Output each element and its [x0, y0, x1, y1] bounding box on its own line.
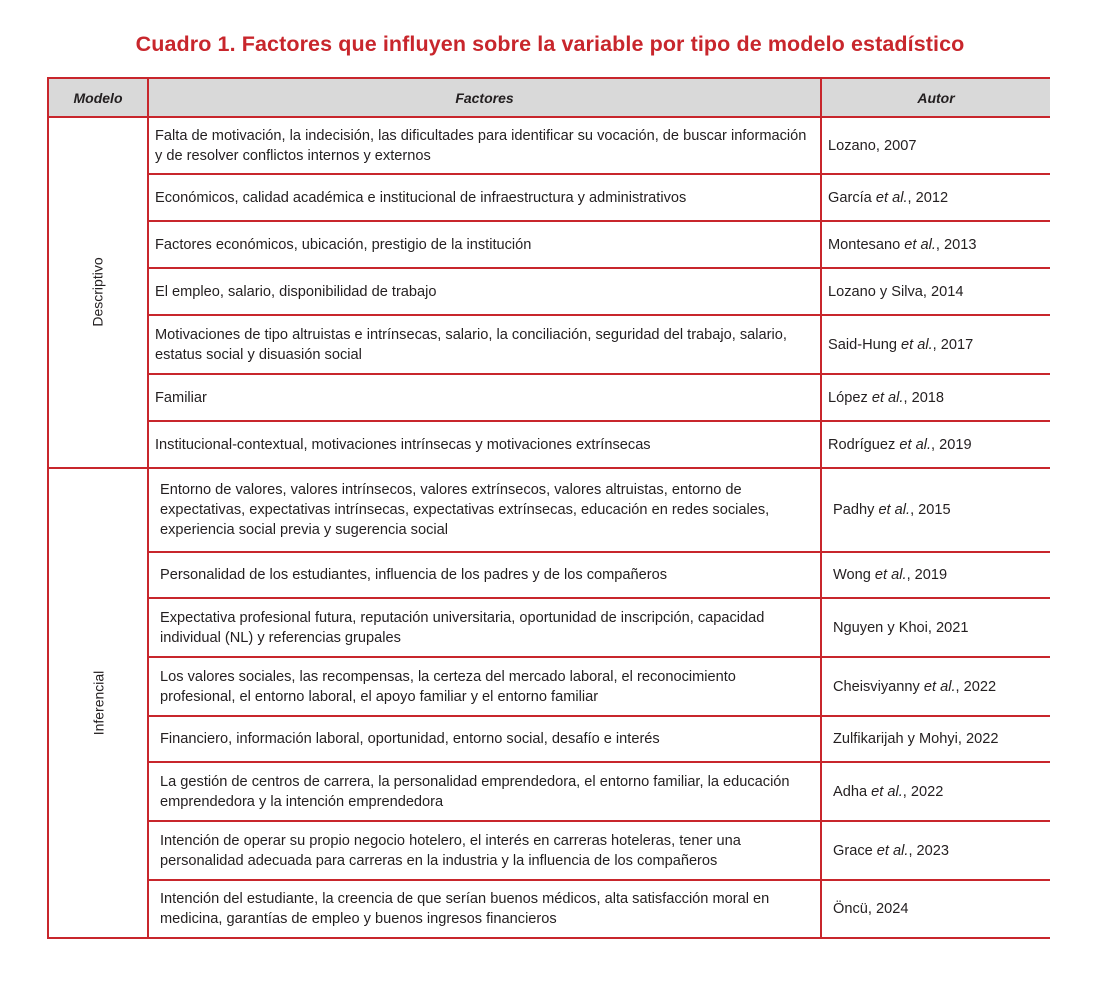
- factores-cell: Institucional-contextual, motivaciones intrínsecas y motivaciones extrínsecas: [148, 421, 821, 468]
- table-row: [48, 762, 1050, 821]
- autor-cell: Nguyen y Khoi, 2021: [821, 598, 1050, 657]
- autor-cell: Rodríguez et al., 2019: [821, 421, 1050, 468]
- factores-cell: Falta de motivación, la indecisión, las dificultades para identificar su vocación, de buscar información y de resolver conflictos internos y externos: [148, 117, 821, 174]
- factores-cell: Familiar: [148, 374, 821, 421]
- autor-cell: Said-Hung et al., 2017: [821, 315, 1050, 374]
- autor-cell: Wong et al., 2019: [821, 552, 1050, 598]
- autor-cell: Lozano y Silva, 2014: [821, 268, 1050, 315]
- header-row: [48, 78, 1050, 117]
- table-row: [48, 880, 1050, 938]
- factores-cell: Motivaciones de tipo altruistas e intrínsecas, salario, la conciliación, seguridad del trabajo, salario, estatus social y disuasión social: [148, 315, 821, 374]
- factores-cell: El empleo, salario, disponibilidad de trabajo: [148, 268, 821, 315]
- factores-cell: Intención de operar su propio negocio hotelero, el interés en carreras hoteleras, tener una personalidad adecuada para carreras en la industria y la influencia de los compañeros: [148, 821, 821, 880]
- factores-cell: Financiero, información laboral, oportunidad, entorno social, desafío e interés: [148, 716, 821, 762]
- factores-cell: La gestión de centros de carrera, la personalidad emprendedora, el entorno familiar, la educación emprendedora y la intención emprendedora: [148, 762, 821, 821]
- table-row: [48, 374, 1050, 421]
- table-row: [48, 552, 1050, 598]
- autor-cell: Adha et al., 2022: [821, 762, 1050, 821]
- table-row: [48, 268, 1050, 315]
- header-autor: Autor: [821, 78, 1050, 117]
- factores-cell: Factores económicos, ubicación, prestigio de la institución: [148, 221, 821, 268]
- table-row: [48, 117, 1050, 174]
- autor-cell: Cheisviyanny et al., 2022: [821, 657, 1050, 716]
- header-modelo: Modelo: [48, 78, 148, 117]
- autor-cell: García et al., 2012: [821, 174, 1050, 221]
- autor-cell: López et al., 2018: [821, 374, 1050, 421]
- factores-cell: Expectativa profesional futura, reputación universitaria, oportunidad de inscripción, capacidad individual (NL) y referencias grupales: [148, 598, 821, 657]
- factores-cell: Económicos, calidad académica e institucional de infraestructura y administrativos: [148, 174, 821, 221]
- group-descriptivo: [48, 117, 1050, 468]
- autor-cell: Padhy et al., 2015: [821, 468, 1050, 552]
- table-row: [48, 821, 1050, 880]
- autor-cell: Grace et al., 2023: [821, 821, 1050, 880]
- table-row: [48, 657, 1050, 716]
- model-cell-inferencial: [48, 468, 148, 938]
- header-factores: Factores: [148, 78, 821, 117]
- factores-cell: Personalidad de los estudiantes, influencia de los padres y de los compañeros: [148, 552, 821, 598]
- factores-cell: Intención del estudiante, la creencia de que serían buenos médicos, alta satisfacción moral en medicina, garantías de empleo y buenos ingresos financieros: [148, 880, 821, 938]
- table-caption: Cuadro 1. Factores que influyen sobre la variable por tipo de modelo estadístico: [135, 32, 965, 56]
- factores-cell: Entorno de valores, valores intrínsecos, valores extrínsecos, valores altruistas, entorno de expectativas, expectativas intrínsecas, expectativas extrínsecas, educación en redes sociales, experiencia social previa y sugerencia social: [148, 468, 821, 552]
- table-row: [48, 315, 1050, 374]
- autor-cell: Lozano, 2007: [821, 117, 1050, 174]
- group-inferencial: [48, 468, 1050, 938]
- table-row: [48, 174, 1050, 221]
- autor-cell: Montesano et al., 2013: [821, 221, 1050, 268]
- autor-cell: Öncü, 2024: [821, 880, 1050, 938]
- table-row: [48, 468, 1050, 552]
- table-row: [48, 221, 1050, 268]
- model-label: Descriptivo: [90, 257, 106, 327]
- factores-cell: Los valores sociales, las recompensas, la certeza del mercado laboral, el reconocimiento profesional, el entorno laboral, el apoyo familiar y el entorno familiar: [148, 657, 821, 716]
- model-cell-descriptivo: [48, 117, 148, 468]
- table-row: [48, 421, 1050, 468]
- table-row: [48, 716, 1050, 762]
- factors-table: [47, 77, 1050, 939]
- table-row: [48, 598, 1050, 657]
- model-label: Inferencial: [90, 670, 106, 735]
- autor-cell: Zulfikarijah y Mohyi, 2022: [821, 716, 1050, 762]
